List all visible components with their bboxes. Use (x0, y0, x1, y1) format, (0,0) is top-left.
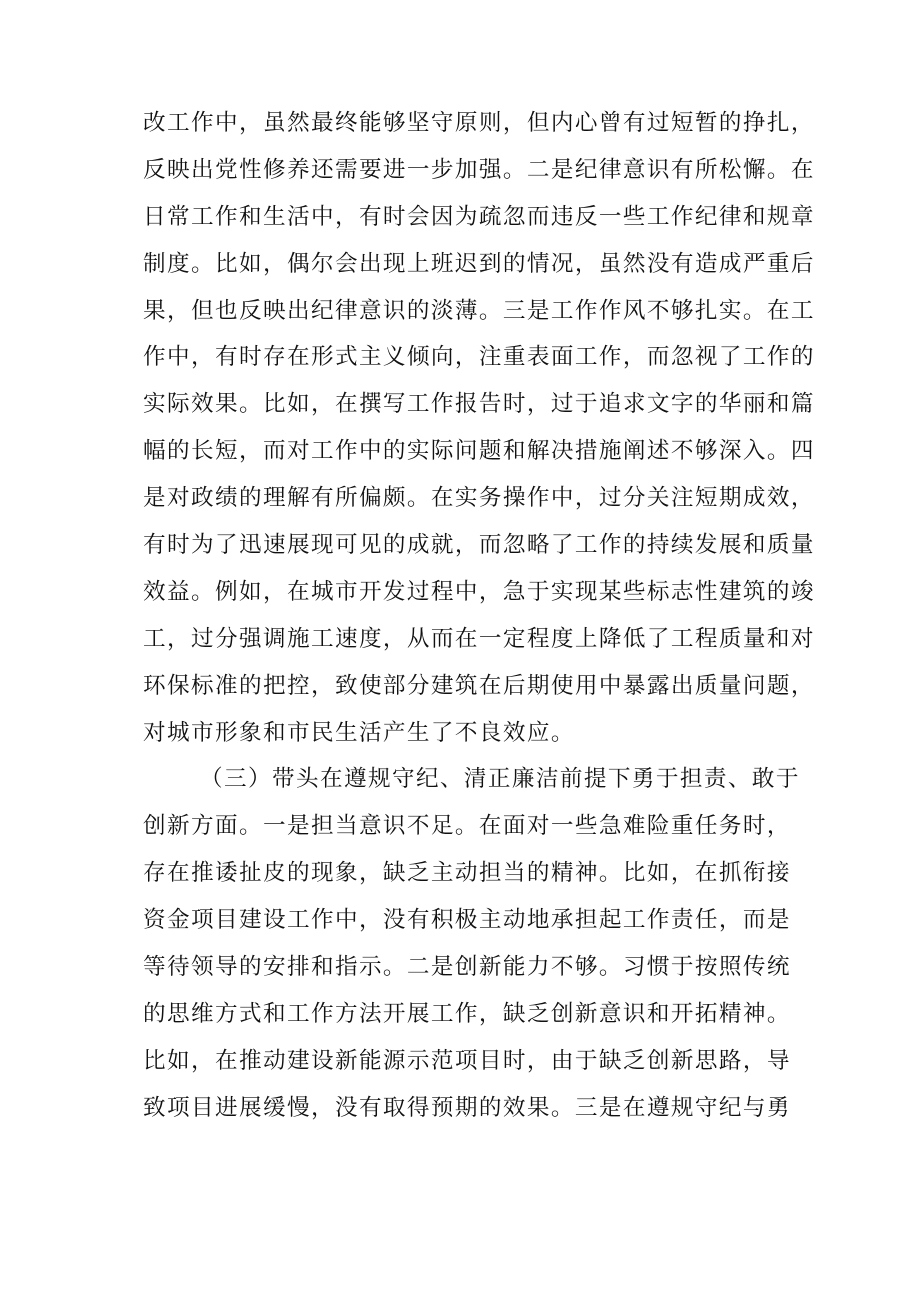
body-text (143, 100, 815, 1132)
text-line: 等待领导的安排和指示。二是创新能力不够。习惯于按照传统 (143, 954, 791, 981)
text-line: 对城市形象和市民生活产生了不良效应。 (143, 719, 575, 746)
text-line: 日常工作和生活中，有时会因为疏忽而违反一些工作纪律和规章 (143, 203, 815, 230)
text-line: 作中，有时存在形式主义倾向，注重表面工作，而忽视了工作的 (143, 344, 815, 371)
text-line: 效益。例如，在城市开发过程中，急于实现某些标志性建筑的竣 (143, 578, 815, 605)
text-line: 幅的长短，而对工作中的实际问题和解决措施阐述不够深入。四 (143, 438, 815, 465)
text-line: 资金项目建设工作中，没有积极主动地承担起工作责任，而是 (143, 907, 791, 934)
text-line: 是对政绩的理解有所偏颇。在实务操作中，过分关注短期成效， (143, 485, 815, 512)
text-line: 创新方面。一是担当意识不足。在面对一些急难险重任务时， (143, 813, 791, 840)
text-line: 比如，在推动建设新能源示范项目时，由于缺乏创新思路，导 (143, 1047, 791, 1074)
text-line: 的思维方式和工作方法开展工作，缺乏创新意识和开拓精神。 (143, 1000, 791, 1027)
section-heading-line: （三）带头在遵规守纪、清正廉洁前提下勇于担责、敢于 (200, 766, 800, 793)
text-line: 制度。比如，偶尔会出现上班迟到的情况，虽然没有造成严重后 (143, 250, 815, 277)
text-line: 改工作中，虽然最终能够坚守原则，但内心曾有过短暂的挣扎， (143, 110, 815, 136)
text-line: 致项目进展缓慢，没有取得预期的效果。三是在遵规守纪与勇 (143, 1094, 791, 1121)
text-line: 反映出党性修养还需要进一步加强。二是纪律意识有所松懈。在 (143, 156, 815, 183)
text-line: 工，过分强调施工速度，从而在一定程度上降低了工程质量和对 (143, 625, 815, 652)
text-line: 实际效果。比如，在撰写工作报告时，过于追求文字的华丽和篇 (143, 391, 815, 418)
text-line: 存在推诿扯皮的现象，缺乏主动担当的精神。比如，在抓衔接 (143, 860, 791, 887)
text-line: 有时为了迅速展现可见的成就，而忽略了工作的持续发展和质量 (143, 532, 815, 559)
text-line: 果，但也反映出纪律意识的淡薄。三是工作作风不够扎实。在工 (143, 297, 815, 324)
text-line: 环保标准的把控，致使部分建筑在后期使用中暴露出质量问题， (143, 672, 815, 699)
